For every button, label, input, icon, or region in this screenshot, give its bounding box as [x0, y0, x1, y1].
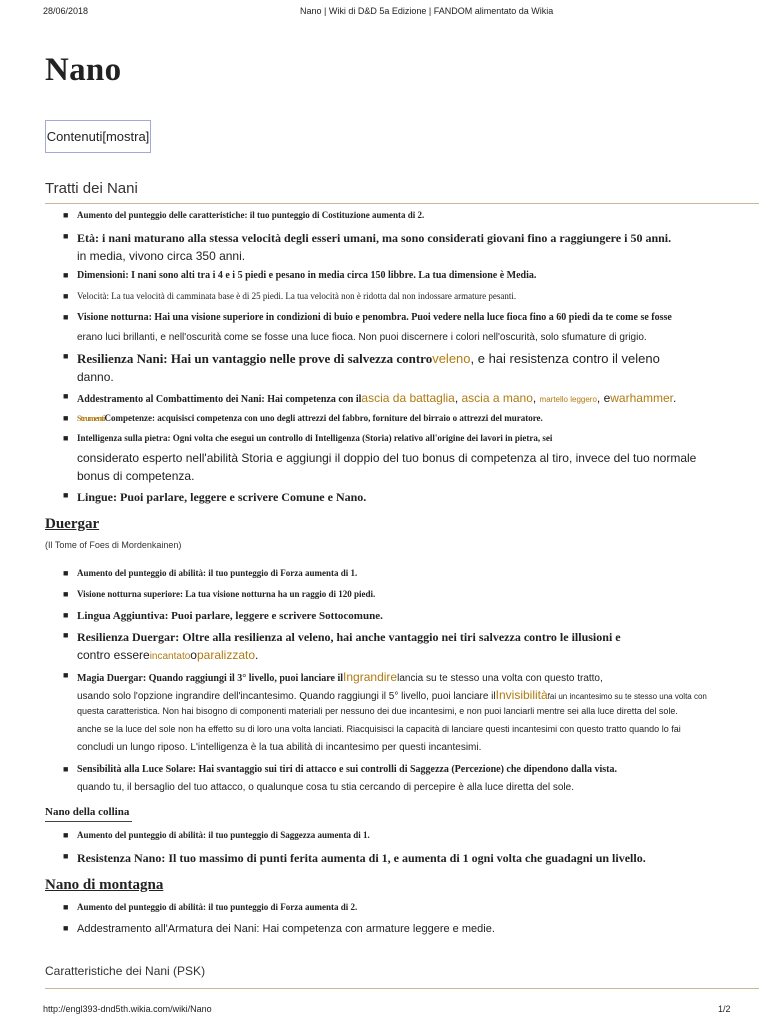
print-date: 28/06/2018 [43, 6, 89, 16]
bullet: ■ [63, 923, 69, 933]
list-item-continuation: erano luci brillanti, e nell'oscurità come se fosse una luce fioca. Non puoi discernere i colori nell'oscurità, solo sfumature di grigio. [77, 332, 647, 343]
list-item-continuation: quando tu, il bersaglio del tuo attacco, o qualunque cosa tu stia cercando di percepire è alla luce diretta del sole. [77, 782, 574, 793]
list-item: ■ Età: i nani maturano alla stessa velocità degli esseri umani, ma sono considerati giovani fino a raggiungere i 50 anni. [63, 231, 672, 245]
bullet: ■ [63, 231, 69, 241]
list-item-continuation: questa caratteristica. Non hai bisogno di componenti materiali per nessuno dei due incantesimi, e non puoi lanciarli mentre sei alla luce diretta del sole. [77, 706, 678, 716]
list-item-continuation: considerato esperto nell'abilità Storia e aggiungi il doppio del tuo bonus di competenza al tiro, invece del tuo normale [77, 451, 697, 465]
list-item: ■ Magia Duergar: Quando raggiungi il 3° livello, puoi lanciare ilIngrandirelancia su te stesso una volta con questo tratto, [63, 670, 603, 684]
print-page-number: 1/2 [718, 1004, 731, 1014]
section-divider [45, 203, 759, 204]
page-title: Nano [45, 52, 122, 88]
list-item: ■ Resilienza Nani: Hai un vantaggio nelle prove di salvezza controveleno, e hai resistenza contro il veleno [63, 351, 660, 366]
section-heading-tratti: Tratti dei Nani [45, 180, 138, 197]
list-item: ■ StrumentiCompetenze: acquisisci competenza con uno degli attrezzi del fabbro, forniture del birraio o attrezzi del muratore. [63, 413, 543, 423]
bullet: ■ [63, 490, 69, 500]
bullet: ■ [63, 764, 69, 774]
bullet: ■ [63, 589, 69, 599]
section-heading-collina: Nano della collina [45, 806, 130, 818]
list-item: ■ Intelligenza sulla pietra: Ogni volta che esegui un controllo di Intelligenza (Storia) relativo all'origine dei lavori in pietra, sei [63, 433, 553, 443]
print-url: http://engl393-dnd5th.wikia.com/wiki/Nano [43, 1004, 212, 1014]
bullet: ■ [63, 210, 69, 220]
list-item-continuation: bonus di competenza. [77, 469, 195, 483]
list-item: ■ Aumento del punteggio di abilità: il tuo punteggio di Forza aumenta di 1. [63, 568, 358, 578]
list-item: ■ Velocità: La tua velocità di camminata base è di 25 piedi. La tua velocità non è ridotta dal non indossare armature pesanti. [63, 291, 517, 301]
section-heading-psk: Caratteristiche dei Nani (PSK) [45, 964, 206, 978]
bullet: ■ [63, 433, 69, 443]
bullet: ■ [63, 830, 69, 840]
list-item: ■ Resilienza Duergar: Oltre alla resilienza al veleno, hai anche vantaggio nei tiri salvezza contro le illusioni e [63, 630, 621, 644]
section-heading-montagna[interactable]: Nano di montagna [45, 877, 164, 893]
list-item-continuation: danno. [77, 370, 114, 384]
link-invisibilita[interactable]: Invisibilità [495, 688, 548, 702]
list-item: ■ Aumento del punteggio di abilità: il tuo punteggio di Forza aumenta di 2. [63, 902, 358, 912]
list-item: ■ Aumento del punteggio di abilità: il tuo punteggio di Saggezza aumenta di 1. [63, 830, 370, 840]
bullet: ■ [63, 312, 69, 322]
link-ascia-da-battaglia[interactable]: ascia da battaglia [361, 391, 455, 405]
bullet: ■ [63, 270, 69, 280]
link-warhammer[interactable]: warhammer [610, 391, 673, 405]
bullet: ■ [63, 902, 69, 912]
bullet: ■ [63, 291, 69, 301]
section-divider [45, 988, 759, 989]
section-heading-duergar[interactable]: Duergar [45, 516, 100, 532]
bullet: ■ [63, 851, 69, 861]
print-page-title: Nano | Wiki di D&D 5a Edizione | FANDOM alimentato da Wikia [300, 6, 554, 16]
bullet: ■ [63, 413, 69, 423]
list-item: ■ Dimensioni: I nani sono alti tra i 4 e i 5 piedi e pesano in media circa 150 libbre. La tua dimensione è Media. [63, 270, 537, 281]
link-strumenti[interactable]: Strumenti [77, 414, 105, 423]
list-item: ■ Resistenza Nano: Il tuo massimo di punti ferita aumenta di 1, e aumenta di 1 ogni volta che guadagni un livello. [63, 851, 646, 865]
list-item: ■ Lingue: Puoi parlare, leggere e scrivere Comune e Nano. [63, 490, 367, 504]
list-item-continuation: usando solo l'opzione ingrandire dell'incantesimo. Quando raggiungi il 5° livello, puoi lanciare ilInvisibilitàfai un incantesimo su te stesso una volta con [77, 688, 707, 702]
link-ingrandire[interactable]: Ingrandire [343, 670, 398, 684]
list-item: ■ Aumento del punteggio delle caratteristiche: il tuo punteggio di Costituzione aumenta di 2. [63, 210, 425, 220]
list-item: ■ Sensibilità alla Luce Solare: Hai svantaggio sui tiri di attacco e sui controlli di Saggezza (Percezione) che dipendono dalla vista. [63, 764, 617, 775]
list-item: ■ Lingua Aggiuntiva: Puoi parlare, leggere e scrivere Sottocomune. [63, 610, 383, 622]
bullet: ■ [63, 391, 69, 401]
heading-underline [45, 821, 132, 822]
bullet: ■ [63, 670, 69, 680]
list-item-continuation: anche se la luce del sole non ha effetto su di loro una volta lanciati. Riacquisisci la capacità di lanciare questi incantesimi con questo tratto quando lo fai [77, 724, 681, 734]
bullet: ■ [63, 610, 69, 620]
bullet: ■ [63, 351, 69, 361]
list-item: ■ Addestramento all'Armatura dei Nani: Hai competenza con armature leggere e medie. [63, 923, 495, 935]
list-item: ■ Visione notturna superiore: La tua visione notturna ha un raggio di 120 piedi. [63, 589, 376, 599]
list-item: ■ Visione notturna: Hai una visione superiore in condizioni di buio e penombra. Puoi vedere nella luce fioca fino a 60 piedi da te come se fosse [63, 312, 672, 323]
link-ascia-a-mano[interactable]: ascia a mano [461, 391, 533, 405]
list-item-continuation: concludi un lungo riposo. L'intelligenza è la tua abilità di incantesimo per questi incantesimi. [77, 742, 482, 753]
bullet: ■ [63, 568, 69, 578]
list-item-continuation: in media, vivono circa 350 anni. [77, 249, 246, 263]
list-item-continuation: contro essereincantatooparalizzato. [77, 648, 259, 662]
link-paralizzato[interactable]: paralizzato [196, 648, 256, 662]
link-incantato[interactable]: incantato [149, 651, 191, 662]
table-of-contents-toggle[interactable]: Contenuti[mostra] [45, 120, 151, 153]
link-veleno[interactable]: veleno [432, 351, 471, 366]
source-note: (Il Tome of Foes di Mordenkainen) [45, 540, 182, 550]
link-martello-leggero[interactable]: martello leggero [539, 395, 597, 404]
list-item: ■ Addestramento al Combattimento dei Nani: Hai competenza con ilascia da battaglia, ascia a mano, martello leggero, ewarhammer. [63, 391, 677, 405]
bullet: ■ [63, 630, 69, 640]
